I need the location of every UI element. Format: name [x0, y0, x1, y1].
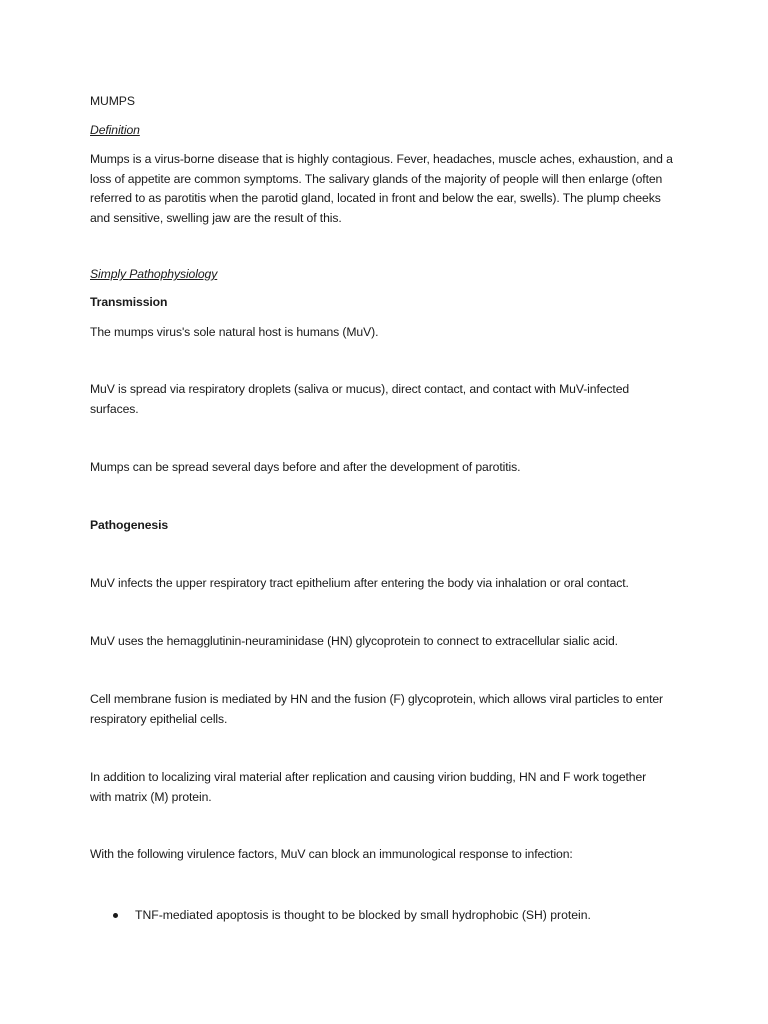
pathogenesis-paragraph-1: MuV infects the upper respiratory tract epithelium after entering the body via inhalation or oral contact.	[90, 576, 629, 590]
transmission-paragraph-2: MuV is spread via respiratory droplets (saliva or mucus), direct contact, and contact with MuV-infected surfaces.	[90, 382, 630, 416]
transmission-paragraph-1: The mumps virus's sole natural host is humans (MuV).	[90, 325, 379, 339]
pathogenesis-paragraph-5: With the following virulence factors, MuV can block an immunological response to infection:	[90, 847, 573, 861]
pathogenesis-paragraph-4: In addition to localizing viral material after replication and causing virion budding, HN and F work together with matrix (M) protein.	[90, 770, 647, 804]
bullet-text: TNF-mediated apoptosis is thought to be blocked by small hydrophobic (SH) protein.	[135, 908, 591, 922]
definition-paragraph: Mumps is a virus-borne disease that is highly contagious. Fever, headaches, muscle aches, exhaustion, and a loss of appetite are common symptoms. The salivary glands of the majority of people will then enlarge (often referred to as parotitis when the parotid gland, located in front and below the ear, swells). The plump cheeks and sensitive, swelling jaw are the result of this.	[90, 152, 673, 225]
document-title: MUMPS	[90, 94, 135, 108]
pathophysiology-heading: Simply Pathophysiology	[90, 267, 218, 281]
transmission-paragraph-3: Mumps can be spread several days before and after the development of parotitis.	[90, 460, 521, 474]
transmission-heading: Transmission	[90, 295, 168, 309]
pathogenesis-paragraph-3: Cell membrane fusion is mediated by HN and the fusion (F) glycoprotein, which allows viral particles to enter respiratory epithelial cells.	[90, 692, 664, 726]
bullet-icon	[113, 913, 118, 918]
definition-heading: Definition	[90, 123, 140, 137]
pathogenesis-paragraph-2: MuV uses the hemagglutinin-neuraminidase (HN) glycoprotein to connect to extracellular sialic acid.	[90, 634, 618, 648]
pathogenesis-heading: Pathogenesis	[90, 518, 169, 532]
